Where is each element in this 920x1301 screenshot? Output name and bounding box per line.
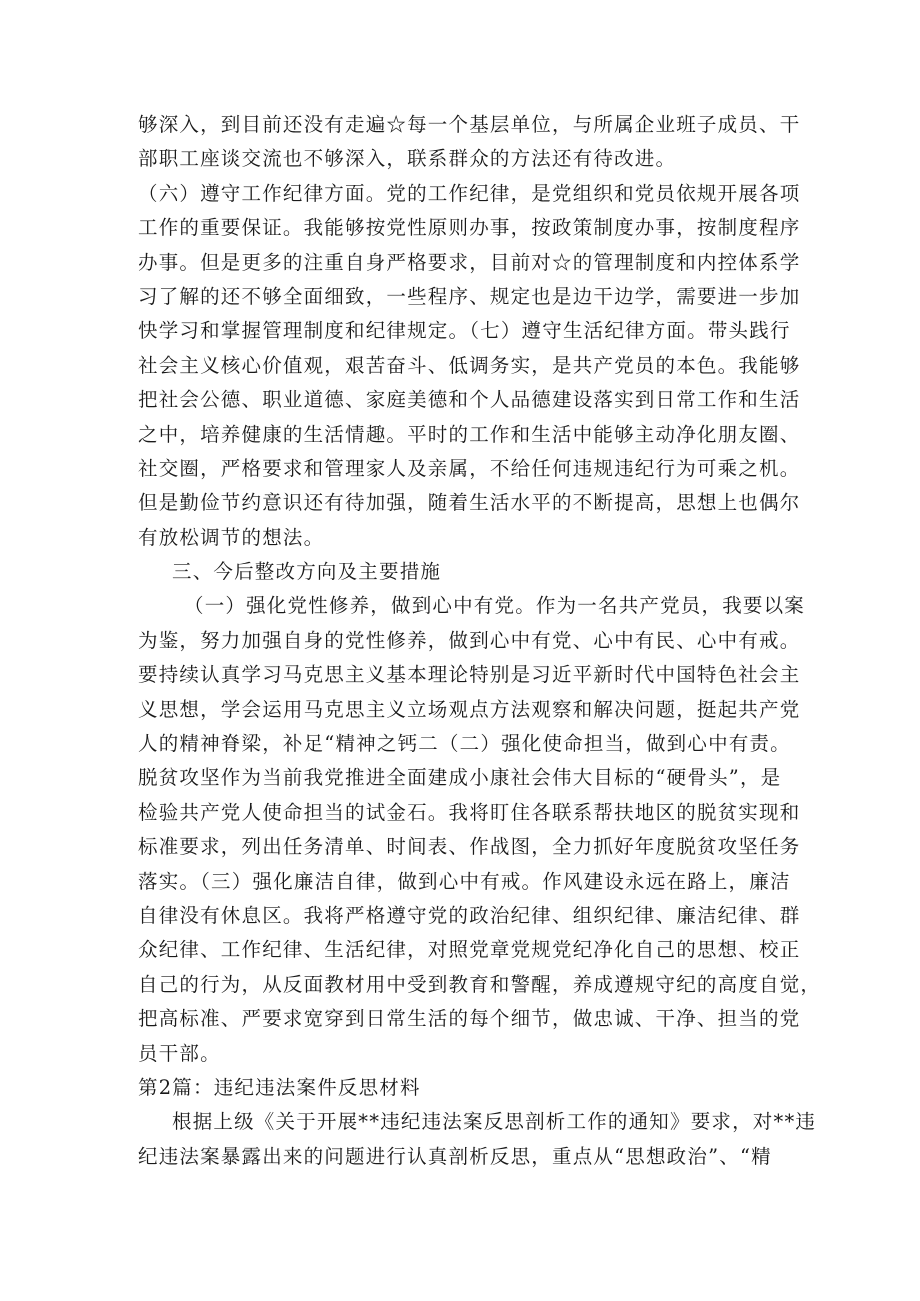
text-line: （六）遵守工作纪律方面。党的工作纪律，是党组织和党员依规开展各项 xyxy=(138,181,801,205)
text-line: 但是勤俭节约意识还有待加强，随着生活水平的不断提高，思想上也偶尔 xyxy=(138,491,801,515)
text-line: 习了解的还不够全面细致，一些程序、规定也是边干边学，需要进一步加 xyxy=(138,284,801,308)
text-line: 之中，培养健康的生活情趣。平时的工作和生活中能够主动净化朋友圈、 xyxy=(138,422,801,446)
text-line: 快学习和掌握管理制度和纪律规定。（七）遵守生活纪律方面。带头践行 xyxy=(138,319,791,343)
text-line: 纪违法案暴露出来的问题进行认真剖析反思，重点从“思想政治”、“精 xyxy=(138,1144,772,1168)
text-line: 为鉴，努力加强自身的党性修养，做到心中有党、心中有民、心中有戒。 xyxy=(138,628,801,652)
text-line: 要持续认真学习马克思主义基本理论特别是习近平新时代中国特色社会主 xyxy=(138,663,801,687)
text-line: 社交圈，严格要求和管理家人及亲属，不给任何违规违纪行为可乘之机。 xyxy=(138,456,801,480)
text-line: 部职工座谈交流也不够深入，联系群众的方法还有待改进。 xyxy=(138,147,677,171)
text-line: 义思想，学会运用马克思主义立场观点方法观察和解决问题，挺起共产党 xyxy=(138,697,801,721)
text-line: 众纪律、工作纪律、生活纪律，对照党章党规党纪净化自己的思想、校正 xyxy=(138,938,801,962)
text-line: 工作的重要保证。我能够按党性原则办事，按政策制度办事，按制度程序 xyxy=(138,216,801,240)
text-line: 自己的行为，从反面教材用中受到教育和警醒，养成遵规守纪的高度自觉， xyxy=(138,972,822,996)
article-title: 第2篇：违纪违法案件反思材料 xyxy=(138,1075,421,1099)
document-body xyxy=(138,108,822,1174)
text-line: 社会主义核心价值观，艰苦奋斗、低调务实，是共产党员的本色。我能够 xyxy=(138,353,801,377)
text-line: 办事。但是更多的注重自身严格要求，目前对☆的管理制度和内控体系学 xyxy=(138,250,801,274)
text-line: 人的精神脊梁，补足“精神之钙二（二）强化使命担当，做到心中有责。 xyxy=(138,732,791,756)
text-line: 根据上级《关于开展**违纪违法案反思剖析工作的通知》要求，对**违 xyxy=(172,1110,817,1134)
text-line: 检验共产党人使命担当的试金石。我将盯住各联系帮扶地区的脱贫实现和 xyxy=(138,800,801,824)
text-line: 有放松调节的想法。 xyxy=(138,525,325,549)
text-line: 把高标准、严要求宽穿到日常生活的每个细节，做忠诚、干净、担当的党 xyxy=(138,1007,801,1031)
text-line: 员干部。 xyxy=(138,1041,221,1065)
text-line: 落实。（三）强化廉洁自律，做到心中有戒。作风建设永远在路上，廉洁 xyxy=(138,869,791,893)
text-line: 自律没有休息区。我将严格遵守党的政治纪律、组织纪律、廉洁纪律、群 xyxy=(138,903,801,927)
text-line: 把社会公德、职业道德、家庭美德和个人品德建设落实到日常工作和生活 xyxy=(138,388,801,412)
text-line: 标准要求，列出任务清单、时间表、作战图，全力抓好年度脱贫攻坚任务 xyxy=(138,835,801,859)
text-line: 够深入，到目前还没有走遍☆每一个基层单位，与所属企业班子成员、干 xyxy=(138,113,801,136)
text-line: （一）强化党性修养，做到心中有党。作为一名共产党员，我要以案 xyxy=(184,594,806,618)
section-heading: 三、今后整改方向及主要措施 xyxy=(172,560,442,584)
text-line: 脱贫攻坚作为当前我党推进全面建成小康社会伟大目标的“硬骨头”，是 xyxy=(138,766,782,790)
